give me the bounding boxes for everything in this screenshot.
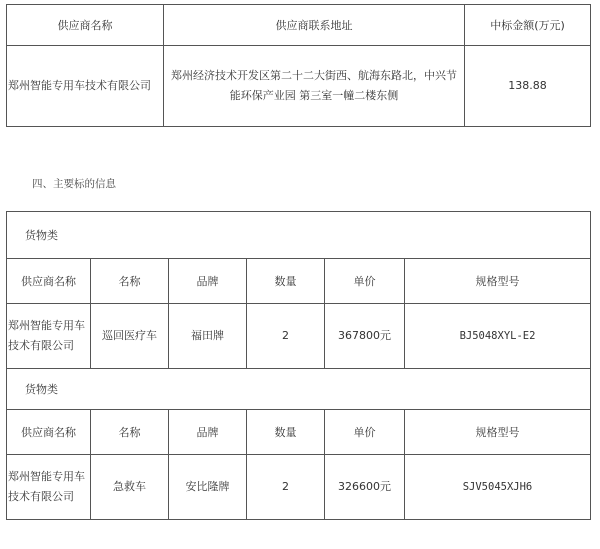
header-supplier-name: 供应商名称 — [7, 259, 91, 304]
category-row — [7, 369, 591, 410]
table-row — [7, 455, 591, 520]
item-model: BJ5048XYL-E2 — [405, 304, 591, 369]
header-brand: 品牌 — [169, 410, 247, 455]
header-unit-price: 单价 — [325, 410, 405, 455]
category-label: 货物类 — [7, 369, 591, 410]
category-row — [7, 212, 591, 259]
item-quantity: 2 — [247, 455, 325, 520]
item-model: SJV5045XJH6 — [405, 455, 591, 520]
item-supplier-name: 郑州智能专用车技术有限公司 — [7, 455, 91, 520]
item-name: 巡回医疗车 — [91, 304, 169, 369]
item-unit-price: 326600元 — [325, 455, 405, 520]
header-model: 规格型号 — [405, 410, 591, 455]
section-title: 四、主要标的信息 — [32, 178, 116, 190]
category-label: 货物类 — [7, 212, 591, 259]
table-row — [7, 304, 591, 369]
supplier-name: 郑州智能专用车技术有限公司 — [7, 46, 164, 127]
header-name: 名称 — [91, 259, 169, 304]
header-award-amount: 中标金额(万元) — [465, 5, 591, 46]
header-supplier-address: 供应商联系地址 — [164, 5, 465, 46]
items-header-row — [7, 259, 591, 304]
item-supplier-name: 郑州智能专用车技术有限公司 — [7, 304, 91, 369]
item-quantity: 2 — [247, 304, 325, 369]
award-table-header-row — [7, 5, 591, 46]
header-quantity: 数量 — [247, 410, 325, 455]
header-unit-price: 单价 — [325, 259, 405, 304]
item-unit-price: 367800元 — [325, 304, 405, 369]
header-name: 名称 — [91, 410, 169, 455]
award-amount: 138.88 — [465, 46, 591, 127]
header-brand: 品牌 — [169, 259, 247, 304]
item-name: 急救车 — [91, 455, 169, 520]
award-table — [6, 4, 591, 127]
table-row — [7, 46, 591, 127]
items-header-row — [7, 410, 591, 455]
header-model: 规格型号 — [405, 259, 591, 304]
item-brand: 福田牌 — [169, 304, 247, 369]
header-supplier-name: 供应商名称 — [7, 5, 164, 46]
header-supplier-name: 供应商名称 — [7, 410, 91, 455]
header-quantity: 数量 — [247, 259, 325, 304]
item-brand: 安比隆牌 — [169, 455, 247, 520]
items-table — [6, 211, 591, 520]
supplier-address: 郑州经济技术开发区第二十二大街西、航海东路北，中兴节能环保产业园 第三室一幢二楼东侧 — [164, 46, 465, 127]
